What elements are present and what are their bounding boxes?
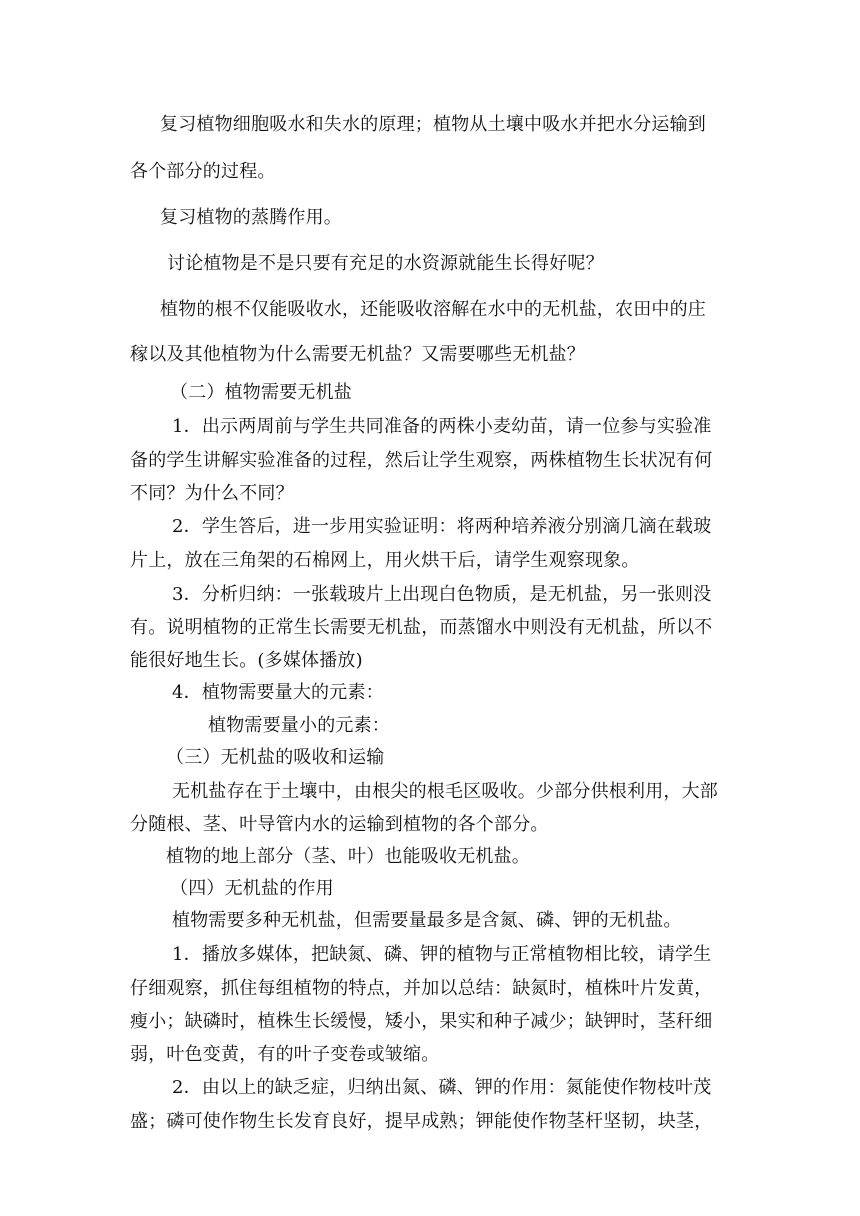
text-line-11: 2．学生答后，进一步用实验证明：将两种培养液分别滴几滴在载玻 — [172, 516, 712, 537]
text-line-2: 各个部分的过程。 — [130, 161, 276, 182]
section-heading-3: （三）无机盐的吸收和运输 — [166, 747, 385, 768]
text-line-23: 植物需要多种无机盐，但需要量最多是含氮、磷、钾的无机盐。 — [172, 910, 682, 931]
text-line-8: 1．出示两周前与学生共同准备的两株小麦幼苗，请一位参与实验准 — [172, 416, 712, 437]
text-line-15: 能很好地生长。(多媒体播放) — [130, 650, 363, 671]
text-line-20: 分随根、茎、叶导管内水的运输到植物的各个部分。 — [130, 814, 549, 835]
text-line-21: 植物的地上部分（茎、叶）也能吸收无机盐。 — [166, 846, 530, 867]
text-line-24: 1．播放多媒体，把缺氮、磷、钾的植物与正常植物相比较，请学生 — [172, 944, 712, 965]
text-line-25: 仔细观察，抓住每组植物的特点，并加以总结：缺氮时，植株叶片发黄， — [130, 978, 713, 999]
text-line-10: 不同？为什么不同？ — [130, 483, 294, 504]
text-line-16: 4．植物需要量大的元素： — [172, 682, 384, 703]
text-line-26: 瘦小；缺磷时，植株生长缓慢，矮小，果实和种子减少；缺钾时，茎秆细 — [130, 1011, 713, 1032]
text-line-14: 有。说明植物的正常生长需要无机盐，而蒸馏水中则没有无机盐，所以不 — [130, 617, 713, 638]
text-line-29: 盛；磷可使作物生长发育良好，提早成熟；钾能使作物茎杆坚韧，块茎， — [130, 1111, 713, 1132]
text-line-27: 弱，叶色变黄，有的叶子变卷或皱缩。 — [130, 1044, 440, 1065]
section-heading-4: （四）无机盐的作用 — [170, 878, 334, 899]
text-line-4: 讨论植物是不是只要有充足的水资源就能生长得好呢？ — [167, 253, 604, 274]
text-line-6: 稼以及其他植物为什么需要无机盐？又需要哪些无机盐？ — [130, 344, 585, 365]
text-line-3: 复习植物的蒸腾作用。 — [160, 207, 342, 228]
text-line-5: 植物的根不仅能吸收水，还能吸收溶解在水中的无机盐，农田中的庄 — [160, 299, 706, 320]
text-line-28: 2．由以上的缺乏症，归纳出氮、磷、钾的作用：氮能使作物枝叶茂 — [172, 1077, 712, 1098]
text-line-9: 备的学生讲解实验准备的过程，然后让学生观察，两株植物生长状况有何 — [130, 450, 713, 471]
section-heading-2: （二）植物需要无机盐 — [170, 382, 352, 403]
text-line-19: 无机盐存在于土壤中，由根尖的根毛区吸收。少部分供根利用，大部 — [172, 781, 718, 802]
text-line-12: 片上，放在三角架的石棉网上，用火烘干后，请学生观察现象。 — [130, 550, 640, 571]
text-line-17: 植物需要量小的元素： — [208, 715, 390, 736]
text-line-13: 3．分析归纳：一张载玻片上出现白色物质，是无机盐，另一张则没 — [172, 584, 712, 605]
text-line-1: 复习植物细胞吸水和失水的原理；植物从土壤中吸水并把水分运输到 — [160, 114, 706, 135]
